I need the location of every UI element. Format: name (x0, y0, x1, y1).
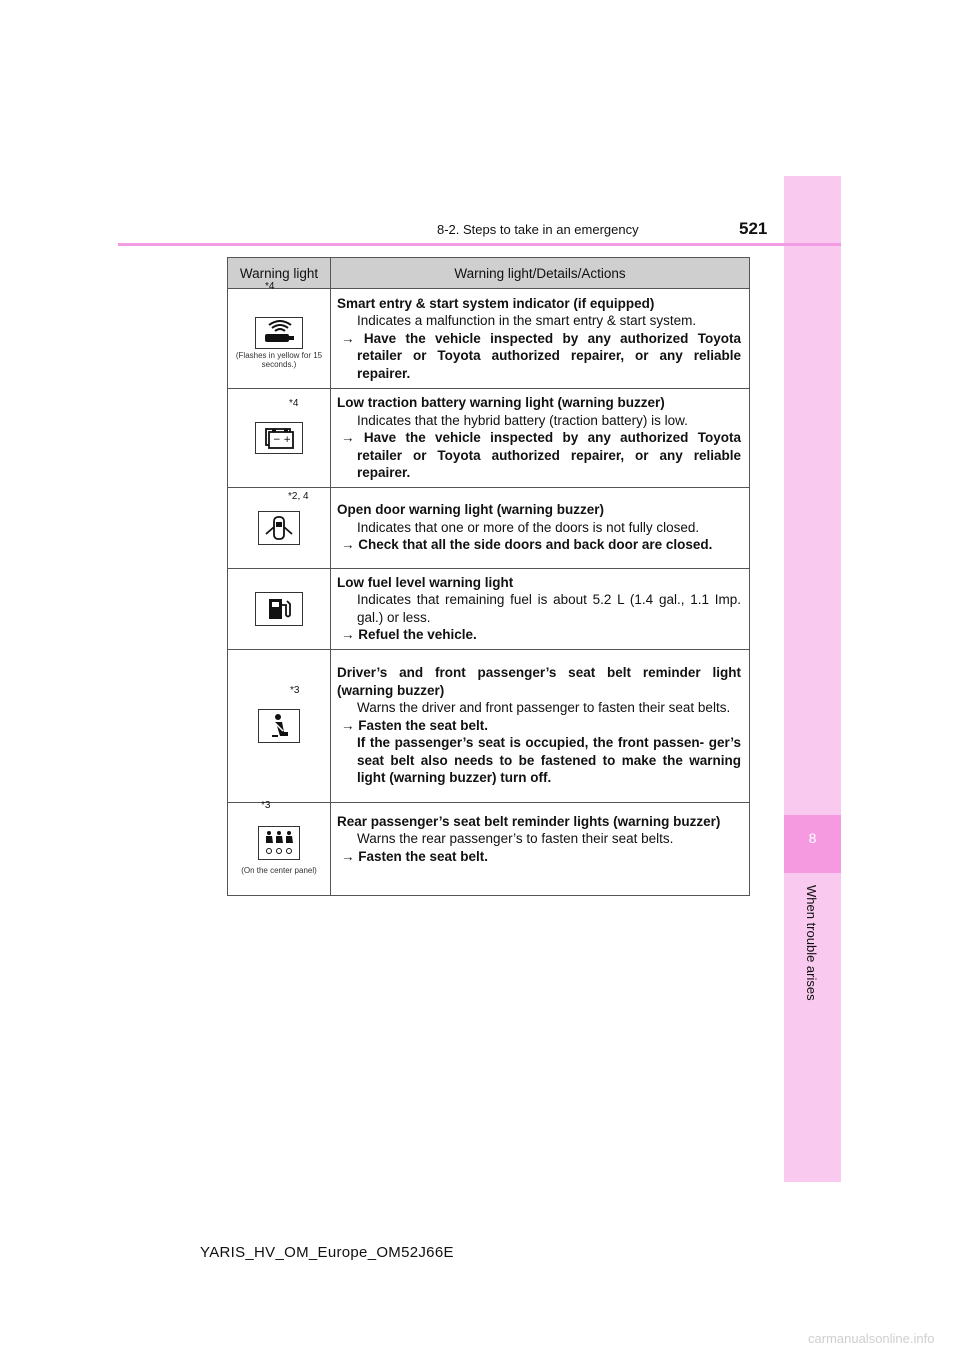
light-title: Open door warning light (warning buzzer) (337, 502, 604, 518)
table-row (228, 802, 750, 895)
light-action (337, 848, 741, 866)
light-detail: Indicates that the hybrid battery (traction battery) is low. (357, 412, 688, 428)
details-cell (331, 289, 750, 389)
details-cell (331, 568, 750, 649)
icon-wrap (229, 799, 329, 875)
light-action (337, 429, 741, 482)
arrow-right-icon: → (341, 848, 359, 864)
icon-caption: (On the center panel) (241, 865, 317, 875)
table-row (228, 289, 750, 389)
table-row (228, 389, 750, 488)
action-text: Check that all the side doors and back door are closed. (358, 537, 713, 553)
chapter-number: 8 (808, 830, 817, 846)
footnote-ref: *4 (265, 281, 275, 292)
arrow-right-icon: → (341, 717, 359, 733)
details-cell (331, 487, 750, 568)
light-detail: Warns the driver and front passenger to fasten their seat belts. (357, 700, 731, 716)
light-detail: Indicates that remaining fuel is about 5.2 L (1.4 gal., 1.1 Imp. gal.) or less. (357, 592, 741, 625)
icon-caption: (Flashes in yellow for 15 seconds.) (235, 351, 323, 369)
table-row (228, 487, 750, 568)
icon-cell (228, 649, 331, 802)
icon-cell (228, 487, 331, 568)
svg-text:− +: − + (273, 434, 291, 445)
details-cell (331, 389, 750, 488)
footer-doc-id: YARIS_HV_OM_Europe_OM52J66E (200, 1244, 454, 1261)
action-text: Have the vehicle inspected by any authorized Toyota retailer or Toyota authorized repairer, or any reliable repairer. (357, 330, 741, 381)
column-header-warning-light: Warning light (228, 258, 331, 289)
icon-wrap (255, 397, 303, 454)
light-action (337, 330, 741, 383)
light-detail: Warns the rear passenger’s to fasten their seat belts. (357, 831, 674, 846)
icon-wrap (258, 490, 309, 545)
icon-cell (228, 799, 331, 895)
column-header-details: Warning light/Details/Actions (331, 258, 750, 289)
open-door-icon (258, 511, 300, 545)
light-title: Low traction battery warning light (warning buzzer) (337, 395, 665, 410)
light-action (337, 536, 741, 554)
icon-cell (228, 281, 331, 389)
rear-seat-belt-icon (258, 826, 300, 860)
details-cell (331, 802, 750, 895)
fuel-pump-icon (255, 592, 303, 626)
action-text: Fasten the seat belt. (358, 848, 489, 864)
action-text: Refuel the vehicle. (358, 627, 477, 642)
footnote-ref: *3 (290, 684, 300, 696)
details-cell (331, 649, 750, 802)
table-header-row (228, 258, 750, 289)
chapter-title: When trouble arises (804, 885, 819, 1001)
icon-wrap (258, 684, 300, 743)
light-action (337, 717, 741, 735)
light-title: Low fuel level warning light (337, 574, 514, 590)
seat-belt-icon (258, 709, 300, 743)
header-rule (118, 243, 841, 246)
light-detail: Indicates that one or more of the doors is not fully closed. (357, 519, 700, 535)
table-row (228, 649, 750, 802)
light-title: Smart entry & start system indicator (if equipped) (337, 295, 655, 311)
light-action (337, 626, 741, 644)
battery-icon (255, 422, 303, 454)
icon-wrap (231, 281, 327, 369)
light-action-continued: If the passenger’s seat is occupied, the front passen- ger’s seat belt also needs to be fastened to make the warning light (warning buzzer) turn off. (357, 735, 741, 786)
action-text: Fasten the seat belt. (358, 717, 489, 733)
icon-cell (228, 389, 331, 488)
action-text: Have the vehicle inspected by any authorized Toyota retailer or Toyota authorized repairer, or any reliable repairer. (357, 430, 741, 480)
watermark: carmanualsonline.info (808, 1331, 935, 1346)
arrow-right-icon: → (341, 430, 364, 445)
light-detail: Indicates a malfunction in the smart entry & start system. (357, 313, 697, 329)
smart-key-icon (255, 317, 303, 349)
arrow-right-icon: → (341, 330, 364, 346)
icon-cell (228, 568, 331, 649)
arrow-right-icon: → (341, 537, 359, 553)
light-title: Driver’s and front passenger’s seat belt reminder light (warning buzzer) (337, 665, 741, 698)
section-title: 8-2. Steps to take in an emergency (437, 222, 639, 237)
table-row (228, 568, 750, 649)
page-number: 521 (739, 219, 768, 238)
warning-light-table (227, 257, 750, 896)
side-tab (784, 176, 841, 1182)
footnote-ref: *3 (261, 799, 271, 811)
light-title: Rear passenger’s seat belt reminder lights (warning buzzer) (337, 813, 721, 829)
footnote-ref: *2, 4 (288, 490, 309, 502)
arrow-right-icon: → (341, 627, 359, 642)
footnote-ref: *4 (289, 397, 299, 409)
